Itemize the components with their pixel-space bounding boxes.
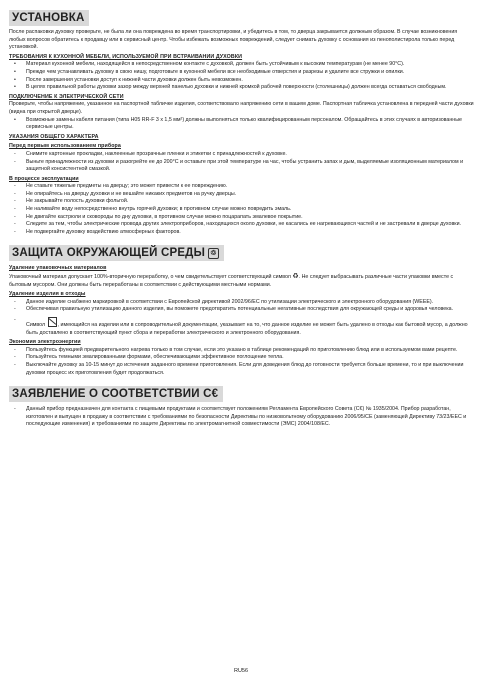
section-title-environment: ЗАЩИТА ОКРУЖАЮЩЕЙ СРЕДЫ ♲	[9, 245, 224, 261]
list-item: - Не закрывайте полость духовки фольгой.	[9, 198, 474, 206]
section-environment	[9, 245, 474, 377]
list-item: • После завершения установки доступ к нижней части духовки должен быть невозможен.	[9, 77, 474, 85]
crossed-bin-icon	[48, 317, 57, 327]
page	[9, 0, 474, 429]
heading-during-use: В процессе эксплуатации	[9, 175, 79, 182]
list-item: - Следите за тем, чтобы электрические провода других электроприборов, находящихся около духовки, не касались ее нагревающихся частей и не застревали в дверце духовки.	[9, 221, 474, 229]
list-item: - Пользуйтесь темными эмалированными формами, обеспечивающими эффективное поглощение тепла.	[9, 354, 474, 362]
list-item: - Данный прибор предназначен для контакта с пищевыми продуктами и соответствует положениям Регламента Европейского Совета (C€) № 1935/2004. Прибор разработан, изготовлен и выпущен в продажу в соответствии с требованиями по безопасности Директивы по низковольтному оборудованию 2006/95/СЕ (заменяющей Директиву 73/23/ЕЕС и последующие изменения) и требованиями по защите Директивы по электромагнитной совместимости (ЭМС) 2004/108/ЕС.	[9, 406, 474, 429]
ce-mark-small-icon: C€	[355, 406, 363, 413]
list-item: - Не подвергайте духовку воздействию атмосферных факторов.	[9, 229, 474, 237]
list-item: - Выньте принадлежности из духовки и разогрейте ее до 200°С и оставьте при этой температуре на час, чтобы устранить запах и дым, выделяемые изоляционным материалом и защитной консистентной смазкой.	[9, 159, 474, 174]
list-item: • В целях правильной работы духовки зазор между верхней панелью духовки и нижней кромкой рабочей поверхности (столешницы) должен всегда оставаться свободным.	[9, 84, 474, 92]
energy-list	[9, 347, 474, 377]
list-item: - Пользуйтесь функцией предварительного нагрева только в том случае, если это указано в таблице рекомендаций по приготовлению блюд или в используемом вами рецепте.	[9, 347, 474, 355]
electric-text: Проверьте, чтобы напряжение, указанное на паспортной табличке изделия, соответствовало напряжению сети в вашем доме. Паспортная табличка установлена в передней части духовки (видна при открытой дверце).	[9, 101, 474, 115]
section-title-installation: УСТАНОВКА	[9, 10, 89, 26]
section-conformity	[9, 386, 474, 429]
heading-general: УКАЗАНИЯ ОБЩЕГО ХАРАКТЕРА	[9, 133, 99, 140]
list-item: • Материал кухонной мебели, находящейся в непосредственном контакте с духовкой, должен быть устойчивым к высоким температурам (не менее 90°С).	[9, 61, 474, 69]
list-item: - Символ , имеющийся на изделии или в сопроводительной документации, указывает на то, что данное изделие не может быть удалено в отходы как бытовой мусор, а должно быть доставлено в соответствующий пункт сбора и переработки электрического и электронного оборудования.	[9, 317, 474, 337]
furniture-list	[9, 61, 474, 91]
before-list	[9, 151, 474, 174]
removal-list	[9, 299, 474, 337]
environment-icon: ♲	[208, 248, 219, 259]
page-number: RU56	[233, 668, 249, 674]
list-item: - Не опирайтесь на дверцу духовки и не вешайте никаких предметов на ручку дверцы.	[9, 191, 474, 199]
list-item: - Снимите картонные прокладки, наклеенные прозрачные пленки и этикетки с принадлежностей к духовке.	[9, 151, 474, 159]
list-item: - Обеспечивая правильную утилизацию данного изделия, вы поможете предотвратить потенциальные негативные последствия для окружающей среды и здоровья человека.	[9, 306, 474, 314]
list-item: • Прежде чем устанавливать духовку в свою нишу, подготовьте в кухонной мебели все необходимые отверстия и разрезы и удалите все стружки и опилки.	[9, 69, 474, 77]
packaging-text: Упаковочный материал допускает 100%-вторичную переработку, о чем свидетельствует соответствующий символ ♻. Не следует выбрасывать различные части упаковки вместе с бытовым мусором. Они должны быть переработаны в соответствии с действующими местными нормами.	[9, 273, 454, 288]
section-title-conformity: ЗАЯВЛЕНИЕ О СООТВЕТСТВИИ C€	[9, 386, 223, 402]
conformity-list	[9, 406, 474, 429]
heading-energy: Экономия электроэнергии	[9, 339, 81, 346]
ce-mark-icon: C€	[203, 388, 219, 401]
list-item: • Возможные замены кабеля питания (типа H05 RR-F 3 x 1,5 мм²) должны выполняться только квалифицированным персоналом. Обращайтесь в этих случаях в авторизованные сервисные центры.	[9, 117, 474, 132]
section-installation	[9, 10, 474, 236]
heading-electric: ПОДКЛЮЧЕНИЕ К ЭЛЕКТРИЧЕСКОЙ СЕТИ	[9, 93, 124, 100]
list-item: - Не наливайте воду непосредственно внутрь горячей духовки; в противном случае можно повредить эмаль.	[9, 206, 474, 214]
list-item: - Не двигайте кастрюли и сковороды по дну духовки, в противном случае можно поцарапать эмалевое покрытие.	[9, 214, 474, 222]
during-list	[9, 183, 474, 236]
electric-list	[9, 117, 474, 132]
heading-packaging: Удаление упаковочных материалов	[9, 265, 107, 272]
recycle-icon: ♻	[292, 273, 299, 281]
list-item: - Не ставьте тяжелые предметы на дверцу; это может привести к ее повреждению.	[9, 183, 474, 191]
heading-furniture: ТРЕБОВАНИЯ К КУХОННОЙ МЕБЕЛИ, ИСПОЛЬЗУЕМОЙ ПРИ ВСТРАИВАНИИ ДУХОВКИ	[9, 53, 243, 60]
list-item: - Данное изделие снабжено маркировкой в соответствии с Европейской директивой 2002/96/ЕС по утилизации электрического и электронного оборудования (WEEE).	[9, 299, 474, 307]
heading-before-use: Перед первым использованием прибора	[9, 143, 121, 150]
heading-removal: Удаление изделия в отходы	[9, 291, 86, 298]
intro-text: После распаковки духовку проверьте, не была ли она повреждена во время транспортировки, и убедитесь в том, то дверца закрывается должным образом. В случае возникновения любых вопросов обратитесь к продавцу или в сервисный центр. Чтобы избежать возможных повреждений, следует снимать духовку с основания из пенополистирола только перед установкой.	[9, 29, 458, 51]
list-item: - Выключайте духовку за 10-15 минут до истечения заданного времени приготовления. Если для доведения блюд до готовности требуется больше времени, то и при выключении духовки процесс их приготовления будет продолжаться.	[9, 362, 474, 377]
